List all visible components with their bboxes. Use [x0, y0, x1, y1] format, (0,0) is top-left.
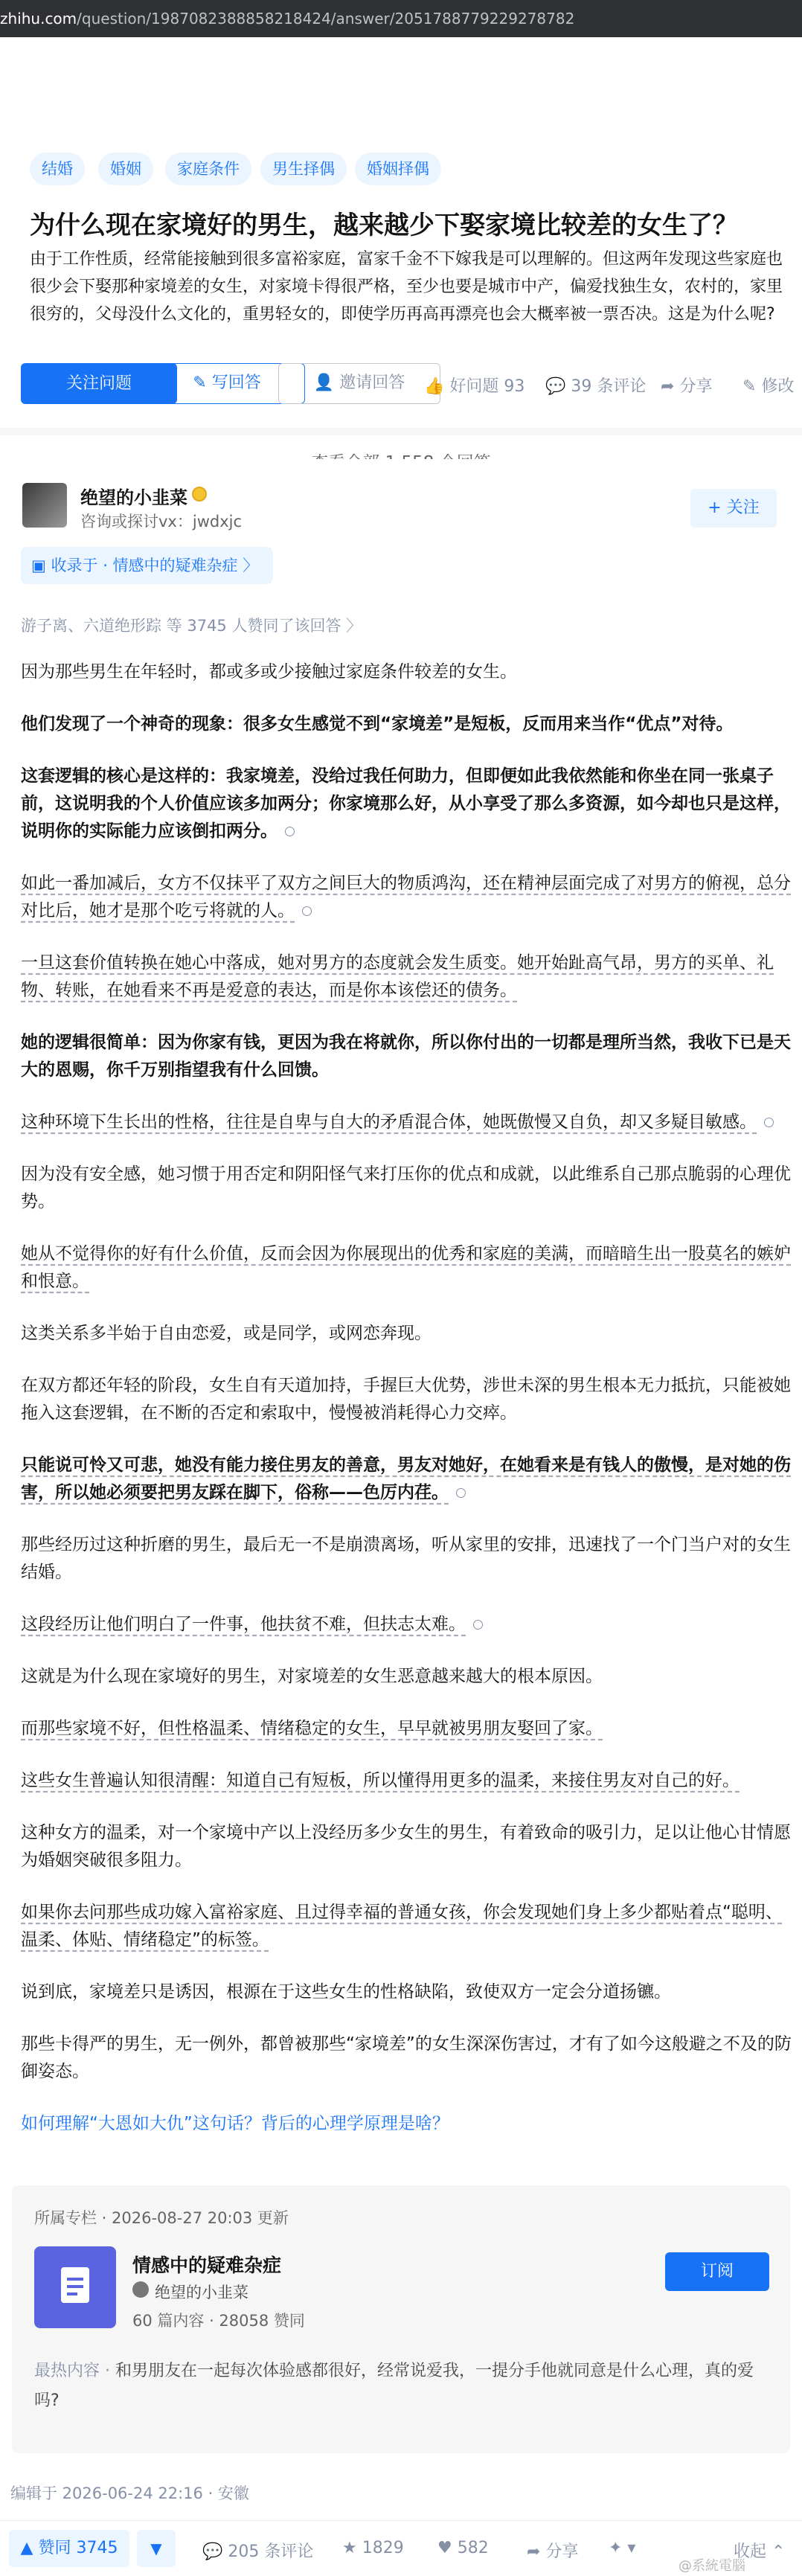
- answer-paragraph: [21, 1979, 795, 2006]
- topic-tag[interactable]: 男生择偶: [260, 153, 347, 185]
- paragraph-text: 而那些家境不好，但性格温柔、情绪稳定的女生，早早就被男朋友娶回了家。: [21, 1719, 603, 1738]
- question-edit-button[interactable]: [742, 374, 794, 397]
- good-question-label: 好问题 93: [449, 377, 525, 396]
- write-answer-label: 写回答: [211, 374, 261, 392]
- question-edit-label: 修改: [761, 377, 795, 396]
- column-stats: 60 篇内容 · 28058 赞同: [132, 2312, 305, 2330]
- column-name[interactable]: 情感中的疑难杂症: [132, 2255, 282, 2276]
- answer-paragraph: [21, 1663, 795, 1691]
- share-icon: ➦: [527, 2543, 546, 2561]
- paragraph-text: 那些卡得严的男生，无一例外，都曾被那些“家境差”的女生深深伤害过，才有了如今这般避之不及的防御姿态。: [21, 2034, 792, 2081]
- answer-paragraph: [21, 1452, 795, 1507]
- annotation-dot-icon[interactable]: [285, 827, 295, 836]
- answer-paragraph: [21, 1029, 795, 1084]
- column-meta: 所属专栏 · 2026-08-27 20:03 更新: [34, 2209, 289, 2227]
- answer-paragraph: [21, 1531, 795, 1586]
- address-bar[interactable]: [0, 0, 802, 37]
- question-description: 由于工作性质，经常能接触到很多富裕家庭，富家千金不下嫁我是可以理解的。但这两年发现这些家庭也很少会下娶那种家境差的女生，对家境卡得很严格，至少也要是城市中产，偏爱找独生女，农村的，家里很穷的，父母没什么文化的，重男轻女的，即使学历再高再漂亮也会大概率被一票否决。这是为什么呢?: [30, 250, 783, 324]
- annotation-dot-icon[interactable]: [764, 1118, 774, 1127]
- topic-tag[interactable]: 婚姻择偶: [355, 153, 441, 185]
- answer-paragraph: [21, 2031, 795, 2086]
- latest-text: 和男朋友在一起每次体验感都很好，经常说爱我，一提分手他就同意是什么心理，真的爱吗?: [34, 2362, 754, 2410]
- follow-question-button[interactable]: 关注问题: [21, 363, 177, 404]
- column-document-icon: [34, 2246, 116, 2328]
- annotation-dot-icon[interactable]: [456, 1488, 466, 1498]
- pencil-icon: ✎: [193, 374, 212, 392]
- answer-paragraph: [21, 711, 795, 738]
- answer-action-bar: [0, 2520, 802, 2576]
- watermark: @系統電腦: [679, 2558, 745, 2574]
- author-headline: 咨询或探讨vx：jwdxjc: [80, 513, 243, 531]
- comment-icon: 💬: [202, 2543, 228, 2561]
- share-button[interactable]: [527, 2539, 578, 2562]
- favorite-count: 1829: [362, 2539, 404, 2557]
- paragraph-text: 如果你去问那些成功嫁入富裕家庭、且过得幸福的普通女孩，你会发现她们身上多少都贴着点“聪明、温柔、体贴、情绪稳定”的标签。: [21, 1903, 783, 1949]
- answer-paragraph: [21, 1161, 795, 1216]
- topic-tag[interactable]: 结婚: [30, 153, 85, 185]
- good-question-button[interactable]: [424, 374, 524, 397]
- edit-timestamp: 编辑于 2026-06-24 22:16 · 安徽: [10, 2484, 249, 2502]
- paragraph-text: 她的逻辑很简单：因为你家有钱，更因为我在将就你，所以你付出的一切都是理所当然，我收下已是天大的恩赐，你千万别指望我有什么回馈。: [21, 1033, 791, 1080]
- related-question-link[interactable]: [21, 2110, 795, 2138]
- paragraph-text: 这种环境下生长出的性格，往往是自卑与自大的矛盾混合体，她既傲慢又自负，却又多疑目敏感。: [21, 1112, 757, 1132]
- url-host: zhihu.com: [0, 10, 77, 28]
- collection-label: 收录于 · 情感中的疑难杂症 〉: [51, 557, 259, 574]
- answer-card: [0, 459, 802, 2576]
- paragraph-text: 如何理解“大恩如大仇”这句话？背后的心理学原理是啥？: [21, 2114, 449, 2133]
- paragraph-text: 这些女生普遍认知很清醒：知道自己有短板，所以懂得用更多的温柔，来接住男友对自己的好。: [21, 1771, 740, 1790]
- answer-paragraph: [21, 659, 795, 686]
- answer-paragraph: [21, 1240, 795, 1295]
- question-header: [0, 37, 802, 428]
- column-latest[interactable]: [34, 2356, 771, 2416]
- edit-icon: ✎: [742, 377, 762, 396]
- like-count: 582: [457, 2539, 489, 2557]
- answer-content: [21, 659, 795, 2162]
- column-author[interactable]: 绝望的小韭菜: [155, 2284, 248, 2301]
- paragraph-text: 在双方都还年轻的阶段，女生自有天道加持，手握巨大优势，涉世未深的男生根本无力抵抗，只能被她拖入这套逻辑，在不断的否定和索取中，慢慢被消耗得心力交瘁。: [21, 1376, 791, 1423]
- answer-paragraph: [21, 1611, 795, 1638]
- invite-user-icon: 👤: [313, 374, 340, 392]
- question-share-button[interactable]: [661, 374, 712, 397]
- question-title[interactable]: 为什么现在家境好的男生，越来越少下娶家境比较差的女生了？: [30, 211, 738, 240]
- answer-paragraph: [21, 1109, 795, 1136]
- paragraph-text: 这套逻辑的核心是这样的：我家境差，没给过我任何助力，但即便如此我依然能和你坐在同一张桌子前，这说明我的个人价值应该多加两分；你家境那么好，从小享受了那么多资源，如今却也只是这样，说明你的实际能力应该倒扣两分。: [21, 766, 791, 841]
- paragraph-text: 这类关系多半始于自由恋爱，或是同学，或网恋奔现。: [21, 1324, 432, 1343]
- thumb-up-icon: 👍: [424, 377, 450, 396]
- paragraph-text: 这种女方的温柔，对一个家境中产以上没经历多少女生的男生，有着致命的吸引力，足以让他心甘情愿为婚姻突破很多阻力。: [21, 1823, 791, 1870]
- comment-icon: 💬: [545, 377, 571, 396]
- like-button[interactable]: [437, 2539, 489, 2557]
- answer-paragraph: [21, 1767, 795, 1795]
- heart-icon: ♥: [437, 2539, 458, 2557]
- annotation-dot-icon[interactable]: [302, 906, 312, 916]
- column-card[interactable]: [12, 2185, 790, 2453]
- answer-paragraph: [21, 1819, 795, 1874]
- collection-link[interactable]: [21, 547, 273, 584]
- author-name[interactable]: 绝望的小韭菜: [80, 487, 187, 508]
- answer-paragraph: [21, 870, 795, 925]
- question-share-label: 分享: [679, 377, 713, 396]
- paragraph-text: 因为那些男生在年轻时，都或多或少接触过家庭条件较差的女生。: [21, 662, 517, 682]
- topic-tag[interactable]: 婚姻: [98, 153, 153, 185]
- answer-paragraph: [21, 1715, 795, 1743]
- paragraph-text: 如此一番加减后，女方不仅抹平了双方之间巨大的物质鸿沟，还在精神层面完成了对男方的俯视，总分对比后，她才是那个吃亏将就的人。: [21, 874, 791, 920]
- author-avatar[interactable]: [22, 483, 67, 528]
- invite-answer-button[interactable]: [278, 363, 440, 404]
- paragraph-text: 因为没有安全感，她习惯于用否定和阴阳怪气来打压你的优点和成就，以此维系自己那点脆弱的心理优势。: [21, 1164, 791, 1211]
- bookmark-icon: ▣: [31, 557, 51, 574]
- answer-paragraph: [21, 949, 795, 1005]
- sparkle-icon[interactable]: ✦ ▾: [609, 2539, 636, 2557]
- share-icon: ➦: [661, 377, 680, 396]
- verified-badge-icon: [192, 487, 207, 502]
- paragraph-text: 只能说可怜又可悲，她没有能力接住男友的善意，男友对她好，在她看来是有钱人的傲慢，是对她的伤害，所以她必须要把男友踩在脚下，俗称——色厉内荏。: [21, 1455, 791, 1502]
- answer-paragraph: [21, 1320, 795, 1348]
- star-icon: ★: [342, 2539, 362, 2557]
- topic-tag[interactable]: 家庭条件: [165, 153, 251, 185]
- invite-answer-label: 邀请回答: [339, 374, 405, 392]
- answer-paragraph: [21, 763, 795, 845]
- upvote-button[interactable]: ▲ 赞同 3745: [9, 2530, 129, 2567]
- url-path: /question/1987082388858218424/answer/2051788779229278782: [77, 10, 575, 28]
- favorite-button[interactable]: [342, 2539, 404, 2557]
- follow-author-button[interactable]: + 关注: [690, 489, 777, 528]
- voters-summary[interactable]: 游子离、六道绝形踪 等 3745 人赞同了该回答 〉: [21, 617, 362, 635]
- paragraph-text: 那些经历过这种折磨的男生，最后无一不是崩溃离场，听从家里的安排，迅速找了一个门当户对的女生结婚。: [21, 1535, 791, 1582]
- question-comments-button[interactable]: [545, 374, 646, 397]
- share-label: 分享: [545, 2543, 579, 2561]
- answer-paragraph: [21, 1899, 795, 1954]
- question-comments-label: 39 条评论: [571, 377, 647, 396]
- latest-label: 最热内容 ·: [34, 2362, 115, 2380]
- annotation-dot-icon[interactable]: [473, 1620, 483, 1630]
- collapse-button[interactable]: 收起 ⌃: [734, 2543, 786, 2561]
- paragraph-text: 他们发现了一个神奇的现象：很多女生感觉不到“家境差”是短板，反而用来当作“优点”对待。: [21, 714, 734, 734]
- paragraph-text: 她从不觉得你的好有什么价值，反而会因为你展现出的优秀和家庭的美满，而暗暗生出一股莫名的嫉妒和恨意。: [21, 1244, 791, 1291]
- answer-paragraph: [21, 1372, 795, 1427]
- comments-label: 205 条评论: [228, 2543, 314, 2561]
- paragraph-text: 这段经历让他们明白了一件事，他扶贫不难，但扶志太难。: [21, 1615, 466, 1634]
- downvote-button[interactable]: ▼: [137, 2530, 176, 2567]
- comments-button[interactable]: [202, 2539, 313, 2562]
- subscribe-button[interactable]: 订阅: [665, 2252, 769, 2291]
- paragraph-text: 说到底，家境差只是诱因，根源在于这些女生的性格缺陷，致使双方一定会分道扬镳。: [21, 1982, 671, 2002]
- paragraph-text: 这就是为什么现在家境好的男生，对家境差的女生恶意越来越大的根本原因。: [21, 1667, 603, 1686]
- paragraph-text: 一旦这套价值转换在她心中落成，她对男方的态度就会发生质变。她开始趾高气昂，男方的买单、礼物、转账，在她看来不再是爱意的表达，而是你本该偿还的债务。: [21, 953, 774, 1000]
